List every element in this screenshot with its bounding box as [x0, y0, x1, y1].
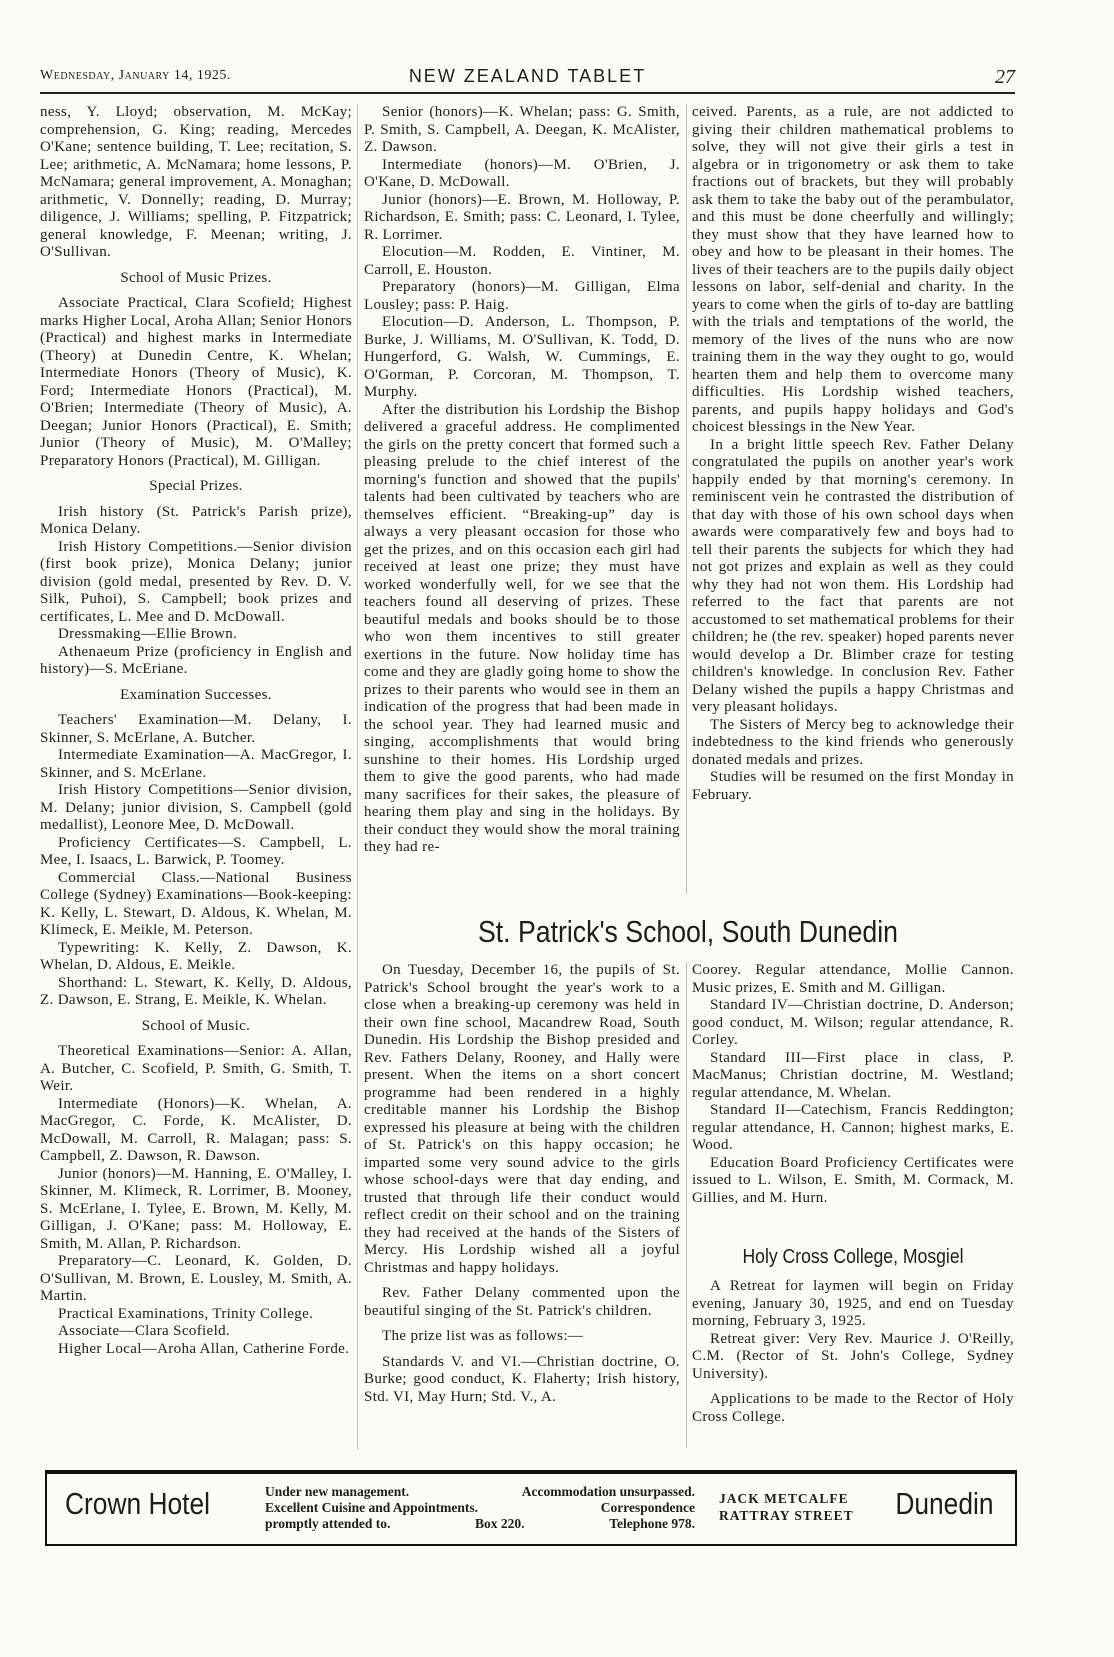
- column-divider: [686, 104, 687, 894]
- article-paragraph: Intermediate Examination—A. MacGregor, I. Skinner, and S. McErlane.: [40, 747, 352, 781]
- article-paragraph: Intermediate (Honors)—K. Whelan, A. MacGregor, C. Forde, K. McAlister, D. McDowall, M. Carroll, R. Malagan; pass: S. Campbell, Z. Dawson, R. Dawson.: [40, 1095, 352, 1164]
- article-paragraph: A Retreat for laymen will begin on Friday evening, January 30, 1925, and end on Tuesday morning, February 3, 1925.: [692, 1278, 1014, 1329]
- st-patricks-headline: St. Patrick's School, South Dunedin: [477, 914, 899, 949]
- article-paragraph: Junior (honors)—E. Brown, M. Holloway, P. Richardson, E. Smith; pass: C. Leonard, I. Tylee, R. Lorrimer.: [364, 191, 680, 243]
- column-2-bottom: [364, 962, 680, 1406]
- article-paragraph: Higher Local—Aroha Allan, Catherine Forde.: [58, 1340, 350, 1357]
- article-paragraph: Elocution—D. Anderson, L. Thompson, P. Burke, J. Williams, M. O'Sullivan, K. Todd, D. Hungerford, G. Walsh, W. Cummings, E. O'Gorman, P. Corcoran, M. Thompson, T. Murphy.: [364, 314, 680, 400]
- article-paragraph: After the distribution his Lordship the Bishop delivered a graceful address. He complimented the girls on the pretty concert that formed such a pleasing prelude to the chief interest of the morning's function and showed that the pupils' talents had been cultivated by teachers who are themselves efficient. “Breaking-up” day is always a very pleasant occasion for those who get the prizes, and on this occasion each girl had received at least one prize; they must have worked wonderfully well, for we see that the teachers found all deserving of prizes. These beautiful medals and books should be to those who won them incentives to still greater exertions in the future. Now holiday time has come and they are gladly going home to show the prizes to their parents who would see in them an indication of the progress that had been made in the school year. They had learned music and singing, accomplishments that would bring sunshine to their homes. His Lordship urged them to give the good parents, who had made many sacrifices for their sakes, the pleasure of hearing them play and sing in the holidays. By their conduct they would show the moral training they had re-: [364, 401, 680, 855]
- column-2-top: [364, 104, 680, 857]
- section-heading: School of Music.: [141, 1017, 251, 1034]
- article-paragraph: The Sisters of Mercy beg to acknowledge their indebtedness to the kind friends who generously donated medals and prizes.: [692, 716, 1014, 768]
- issue-date: Wednesday, January 14, 1925.: [40, 68, 231, 83]
- advert-text: Telephone 978.: [609, 1516, 695, 1531]
- section-heading: Examination Successes.: [120, 686, 272, 703]
- article-paragraph: Rev. Father Delany commented upon the beautiful singing of the St. Patrick's children.: [364, 1285, 680, 1319]
- column-divider: [357, 104, 358, 1449]
- holy-cross-headline: Holy Cross College, Mosgiel: [742, 1246, 964, 1268]
- article-paragraph: Standards V. and VI.—Christian doctrine, O. Burke; good conduct, K. Flaherty; Irish history, Std. VI, May Hurn; Std. V., A.: [364, 1353, 680, 1405]
- advert-text: Accommodation unsurpassed.: [521, 1484, 695, 1499]
- article-paragraph: Dressmaking—Ellie Brown.: [58, 626, 238, 642]
- column-divider: [686, 962, 687, 1448]
- proprietor-street: RATTRAY STREET: [719, 1508, 854, 1523]
- article-paragraph: Irish History Competitions.—Senior division (first book prize), Monica Delany; junior division (gold medal, presented by Rev. D. V. Silk, Puhoi), S. Campbell; book prizes and certificates, L. Mee and D. McDowall.: [40, 538, 352, 625]
- crown-hotel-advert: [45, 1470, 1017, 1546]
- article-paragraph: In a bright little speech Rev. Father Delany congratulated the pupils on another year's work happily ended by that morning's ceremony. In reminiscent vein he contrasted the distribution of that day with those of his own school days when awards were comparatively few and boys had to tell their parents the subjects for which they had not got prizes and explain as well as they could why they had not won them. His Lordship had referred to the fact that parents are not accustomed to set mathematical problems for their children; he (the rev. speaker) hoped parents never would develop a Dr. Blimber craze for testing children's knowledge. In conclusion Rev. Father Delany wished the pupils a happy Christmas and very pleasant holidays.: [692, 436, 1014, 715]
- article-paragraph: Preparatory—C. Leonard, K. Golden, D. O'Sullivan, M. Brown, E. Lousley, M. Smith, A. Martin.: [40, 1253, 352, 1304]
- page-header: [40, 64, 1015, 90]
- article-paragraph: Elocution—M. Rodden, E. Vintiner, M. Carroll, E. Houston.: [364, 244, 680, 278]
- article-paragraph: Theoretical Examinations—Senior: A. Allan, A. Butcher, C. Scofield, P. Smith, G. Smith, T. Weir.: [40, 1043, 352, 1094]
- advert-details: [265, 1484, 695, 1532]
- article-paragraph: Standard III—First place in class, P. MacManus; Christian doctrine, M. Westland; regular attendance, M. Whelan.: [692, 1049, 1014, 1101]
- advert-text: Correspondence: [600, 1500, 695, 1515]
- article-paragraph: ceived. Parents, as a rule, are not addicted to giving their children mathematical problems to solve, they will not give their girls a test in algebra or in trigonometry or ask them to take fractions out of brackets, but they will probably ask them to take the baby out of the perambulator, and this must be done cheerfully and willingly; they must show that they have learned how to obey and how to be pleasant in their homes. The lives of their teachers are to the pupils daily object lessons on labor, self-denial and charity. In the years to come when the girls of to-day are battling with the trials and temptations of the world, the memory of the lives of the nuns who are now training them in the way they ought to go, would hearten them and help them to overcome many difficulties. His Lordship wished teachers, parents, and pupils happy holidays and God's choicest blessings in the New Year.: [692, 104, 1014, 435]
- article-paragraph: Intermediate (honors)—M. O'Brien, J. O'Kane, D. McDowall.: [364, 156, 680, 190]
- column-1: [40, 104, 352, 1358]
- article-paragraph: Studies will be resumed on the first Monday in February.: [692, 769, 1014, 803]
- advert-text: promptly attended to.: [265, 1516, 391, 1531]
- masthead-title: NEW ZEALAND TABLET: [408, 66, 647, 86]
- article-paragraph: Shorthand: L. Stewart, K. Kelly, D. Aldous, Z. Dawson, E. Strang, E. Meikle, K. Whelan.: [40, 974, 352, 1008]
- advert-city: Dunedin: [894, 1486, 993, 1521]
- section-heading: School of Music Prizes.: [120, 269, 272, 286]
- column-3-bottom: [692, 962, 1014, 1207]
- article-paragraph: Irish History Competitions—Senior division, M. Delany; junior division, S. Campbell (gold medallist), Leonore Mee, D. McDowall.: [40, 782, 352, 833]
- article-paragraph: Standard II—Catechism, Francis Reddington; regular attendance, H. Cannon; highest marks, E. Wood.: [692, 1102, 1014, 1153]
- article-paragraph: Junior (honors)—M. Hanning, E. O'Malley, I. Skinner, M. Klimeck, R. Lorrimer, B. Mooney, S. McErlane, I. Tylee, E. Brown, M. Kelly, M. Gilligan, J. O'Kane; pass: M. Holloway, E. Smith, M. Allan, P. Richardson.: [40, 1165, 352, 1252]
- article-paragraph: The prize list was as follows:—: [382, 1328, 584, 1344]
- article-paragraph: Teachers' Examination—M. Delany, I. Skinner, S. McErlane, A. Butcher.: [40, 712, 352, 746]
- article-paragraph: Preparatory (honors)—M. Gilligan, Elma Lousley; pass: P. Haig.: [364, 279, 680, 313]
- article-paragraph: Practical Examinations, Trinity College.: [58, 1305, 314, 1322]
- article-paragraph: Irish history (St. Patrick's Parish prize), Monica Delany.: [40, 503, 352, 537]
- article-paragraph: Associate—Clara Scofield.: [58, 1323, 231, 1339]
- advert-text: Excellent Cuisine and Appointments.: [265, 1500, 479, 1515]
- header-rule: [40, 92, 1015, 94]
- article-paragraph: Retreat giver: Very Rev. Maurice J. O'Reilly, C.M. (Rector of St. John's College, Sydney University).: [692, 1330, 1014, 1382]
- proprietor-name: JACK METCALFE: [719, 1491, 849, 1506]
- holy-cross-notice: [692, 1278, 1014, 1426]
- article-paragraph: Athenaeum Prize (proficiency in English and history)—S. McEriane.: [40, 643, 352, 677]
- page-number: 27: [995, 66, 1015, 88]
- article-paragraph: Applications to be made to the Rector of Holy Cross College.: [692, 1391, 1014, 1425]
- article-paragraph: Associate Practical, Clara Scofield; Highest marks Higher Local, Aroha Allan; Senior Honors (Practical) and highest marks in Intermediate (Theory) at Dunedin Centre, K. Whelan; Intermediate Honors (Theory of Music), K. Ford; Intermediate Honors (Practical), M. O'Brien; Intermediate (Theory of Music), A. Deegan; Junior Honors (Practical), E. Smith; Junior (Theory of Music), M. O'Malley; Preparatory Honors (Practical), M. Gilligan.: [40, 295, 352, 469]
- article-paragraph: Commercial Class.—National Business College (Sydney) Examinations—Book-keeping: K. Kelly, L. Stewart, D. Aldous, K. Whelan, M. Klimeck, E. Meikle, M. Peterson.: [40, 869, 352, 938]
- article-paragraph: Proficiency Certificates—S. Campbell, L. Mee, I. Isaacs, L. Barwick, P. Toomey.: [40, 834, 352, 868]
- article-paragraph: Senior (honors)—K. Whelan; pass: G. Smith, P. Smith, S. Campbell, A. Deegan, K. McAlister, Z. Dawson.: [364, 104, 680, 155]
- article-paragraph: On Tuesday, December 16, the pupils of St. Patrick's School brought the year's work to a close when a breaking-up ceremony was held in their own fine school, Macandrew Road, South Dunedin. His Lordship the Bishop presided and Rev. Fathers Delany, Rooney, and Hally were present. When the items on a short concert programme had been rendered in a highly creditable manner his Lordship the Bishop expressed his pleasure at being with the children of St. Patrick's on this happy occasion; he imparted some very sound advice to the girls whose school-days were that day ending, and trusted that through life their conduct would reflect credit on their school and on the training they had received at the hands of the Sisters of Mercy. His Lordship wished all a joyful Christmas and happy holidays.: [364, 962, 680, 1276]
- article-paragraph: Coorey. Regular attendance, Mollie Cannon. Music prizes, E. Smith and M. Gilligan.: [692, 962, 1014, 996]
- column-3-top: [692, 104, 1014, 804]
- article-paragraph: ness, Y. Lloyd; observation, M. McKay; comprehension, G. King; reading, Mercedes O'Kane; sentence building, T. Lee; recitation, S. Lee; arithmetic, A. McNamara; home lessons, P. McNamara; general improvement, A. Monaghan; arithmetic, V. Donnelly; reading, D. Murray; diligence, J. Williams; spelling, P. Fitzpatrick; general knowledge, F. Meenan; writing, J. O'Sullivan.: [40, 104, 352, 260]
- advert-text: Under new management.: [265, 1484, 410, 1499]
- article-paragraph: Standard IV—Christian doctrine, D. Anderson; good conduct, M. Wilson; regular attendance, R. Corley.: [692, 997, 1014, 1048]
- advert-proprietor: [719, 1490, 854, 1524]
- advert-text: Box 220.: [475, 1516, 525, 1531]
- section-heading: Special Prizes.: [149, 478, 243, 494]
- advert-hotel-name: Crown Hotel: [65, 1486, 210, 1521]
- article-paragraph: Typewriting: K. Kelly, Z. Dawson, K. Whelan, D. Aldous, E. Meikle.: [40, 939, 352, 973]
- article-paragraph: Education Board Proficiency Certificates were issued to L. Wilson, E. Smith, M. Cormack, M. Gillies, and M. Hurn.: [692, 1154, 1014, 1206]
